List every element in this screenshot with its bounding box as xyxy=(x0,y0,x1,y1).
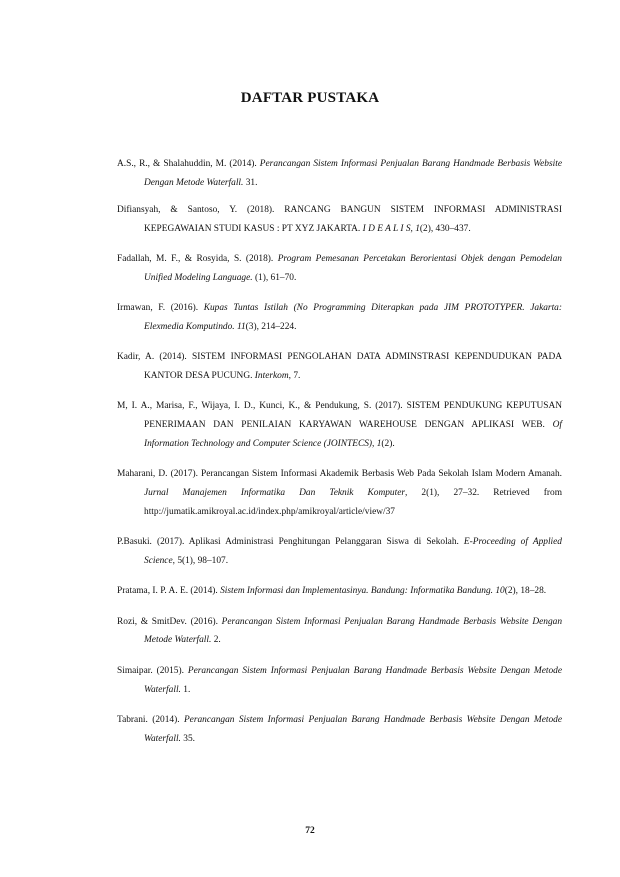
reference-italic-text: Of Information Technology and Computer Science (JOINTECS), 1 xyxy=(144,420,562,450)
reference-text: Difiansyah, & Santoso, Y. (2018). RANCANG BANGUN SISTEM INFORMASI ADMINISTRASI KEPEGAWAIAN STUDI KASUS : PT XYZ JAKARTA. xyxy=(117,205,562,234)
reference-text-end: , 7. xyxy=(288,371,301,382)
reference-text-end: 31. xyxy=(243,177,258,188)
reference-text-end: (2). xyxy=(381,439,395,450)
reference-entry xyxy=(117,662,562,700)
reference-text: Simaipar. (2015). xyxy=(117,665,188,676)
reference-italic-text: E-Proceeding of Applied Science xyxy=(144,537,562,567)
reference-entry xyxy=(117,299,562,337)
reference-text: Pratama, I. P. A. E. (2014). xyxy=(117,586,221,597)
reference-text-end: (2), 430–437. xyxy=(419,223,471,234)
reference-entry xyxy=(117,397,562,453)
reference-text-end: (3), 214–224. xyxy=(245,322,297,333)
reference-entry xyxy=(117,155,562,193)
reference-text-end: 2. xyxy=(211,635,221,646)
reference-text-end: , 5(1), 98–107. xyxy=(172,556,229,567)
reference-entry xyxy=(117,201,562,239)
reference-text-end: 1. xyxy=(180,684,191,695)
reference-italic-text: I D E A L I S, 1 xyxy=(362,223,420,234)
reference-italic-text: Kupas Tuntas Istilah (No Programming Diterapkan pada JIM PROTOTYPER. Jakarta: Elexmedia Komputindo. 11 xyxy=(144,303,562,333)
reference-entry xyxy=(117,533,562,571)
reference-entry xyxy=(117,465,562,521)
reference-text-end: (2), 18–28. xyxy=(504,586,547,597)
reference-text: Fadallah, M. F., & Rosyida, S. (2018). xyxy=(117,254,278,265)
reference-italic-text: Perancangan Sistem Informasi Penjualan Barang Handmade Berbasis Website Dengan Metode Waterfall. xyxy=(144,665,562,695)
reference-italic-text: Perancangan Sistem Informasi Penjualan Barang Handmade Berbasis Website Dengan Metode Waterfall. xyxy=(144,714,562,744)
page-title: DAFTAR PUSTAKA xyxy=(240,90,380,106)
reference-entry xyxy=(117,613,562,651)
reference-text: A.S., R., & Shalahuddin, M. (2014). xyxy=(117,159,260,169)
reference-italic-text: Perancangan Sistem Informasi Penjualan Barang Handmade Berbasis Website Dengan Metode Waterfall. xyxy=(144,159,562,188)
reference-italic-text: Program Pemesanan Percetakan Berorientasi Objek dengan Pemodelan Unified Modeling Language. xyxy=(144,254,562,283)
reference-text: Kadir, A. (2014). SISTEM INFORMASI PENGOLAHAN DATA ADMINSTRASI KEPENDUDUKAN PADA KANTOR DESA PUCUNG. xyxy=(117,352,562,382)
reference-text-end: , 2(1), 27–32. Retrieved from http://jumatik.amikroyal.ac.id/index.php/amikroyal/article/view/37 xyxy=(144,488,562,517)
reference-italic-text: Sistem Informasi dan Implementasinya. Bandung: Informatika Bandung. 10 xyxy=(220,586,505,597)
reference-list xyxy=(117,155,562,760)
reference-entry xyxy=(117,711,562,749)
reference-italic-text: Perancangan Sistem Informasi Penjualan Barang Handmade Berbasis Website Dengan Metode Waterfall. xyxy=(144,616,563,646)
reference-text: P.Basuki. (2017). Aplikasi Administrasi Penghitungan Pelanggaran Siswa di Sekolah. xyxy=(117,537,464,548)
reference-text: Irmawan, F. (2016). xyxy=(117,303,204,314)
reference-text: M, I. A., Marisa, F., Wijaya, I. D., Kunci, K., & Pendukung, S. (2017). SISTEM PENDUKUNG KEPUTUSAN PENERIMAAN DAN PENILAIAN KARYAWAN WAREHOUSE DENGAN APLIKASI WEB. xyxy=(117,401,562,431)
reference-text-end: (1), 61–70. xyxy=(252,272,297,283)
reference-text: Tabrani. (2014). xyxy=(117,714,184,725)
page-number: 72 xyxy=(305,826,315,836)
reference-text: Maharani, D. (2017). Perancangan Sistem Informasi Akademik Berbasis Web Pada Sekolah Islam Modern Amanah. xyxy=(117,469,562,480)
reference-italic-text: Jurnal Manajemen Informatika Dan Teknik Komputer xyxy=(144,488,406,499)
reference-text: Rozi, & SmitDev. (2016). xyxy=(117,616,222,627)
reference-entry xyxy=(117,250,562,288)
reference-entry xyxy=(117,582,562,601)
reference-italic-text: Interkom xyxy=(254,371,289,382)
reference-entry xyxy=(117,348,562,386)
reference-text-end: 35. xyxy=(180,733,195,744)
